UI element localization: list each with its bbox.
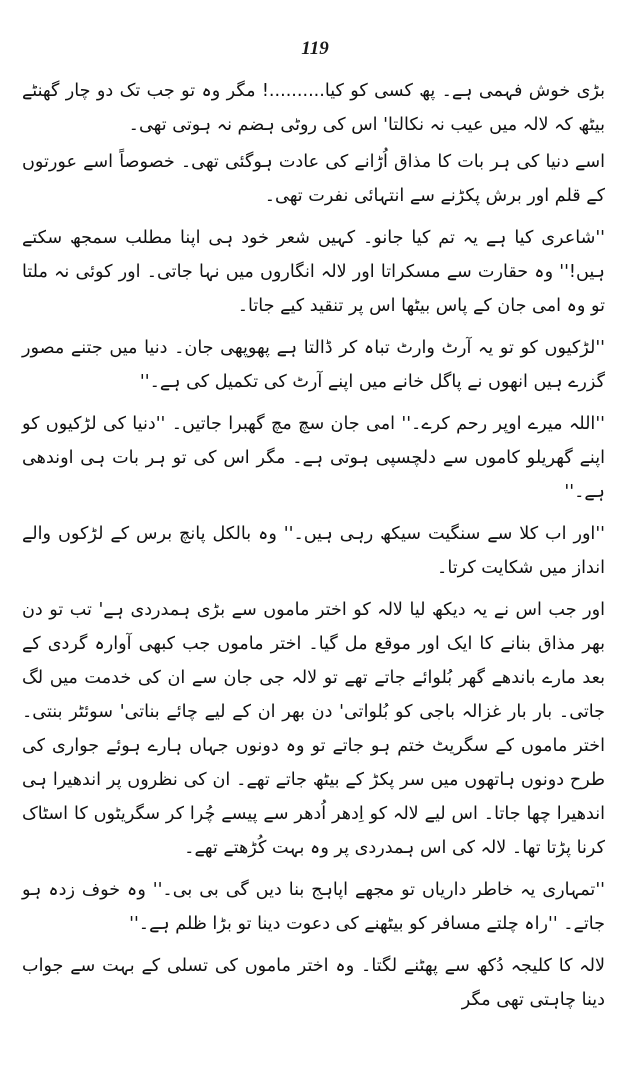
paragraph-1: بڑی خوش فہمی ہے۔ پھ کسی کو کیا..........! مگر وہ تو جب تک دو چار گھنٹے بیٹھ کہ لالہ میں عیب نہ نکالتا' اس کی روٹی ہضم نہ ہوتی تھی۔ bbox=[22, 81, 605, 135]
paragraph-8: ''تمہاری یہ خاطر داریاں تو مجھے اپاہج بنا دیں گی بی بی۔'' وہ خوف زدہ ہو جاتے۔ ''راہ چلتے مسافر کو بیٹھنے کی دعوت دینا تو بڑا ظلم ہے۔'' bbox=[22, 880, 605, 934]
paragraph-3: ''شاعری کیا ہے یہ تم کیا جانو۔ کہیں شعر خود ہی اپنا مطلب سمجھ سکتے ہیں!'' وہ حقارت سے مسکراتا اور لالہ انگاروں میں نہا جاتی۔ اور کوئی نہ ملتا تو وہ امی جان کے پاس بیٹھا اس پر تنقید کیے جاتا۔ bbox=[22, 228, 605, 316]
paragraph-7: اور جب اس نے یہ دیکھ لیا لالہ کو اختر ماموں سے بڑی ہمدردی ہے' تب تو دن بھر مذاق بنانے کا ایک اور موقع مل گیا۔ اختر ماموں جب کبھی آوارہ گردی کے بعد مارے باندھے گھر بُلوائے جاتے تھے تو لالہ جی جان سے ان کی خدمت میں لگ جاتی۔ بار بار غزالہ باجی کو بُلواتی' دن بھر ان کے لیے چائے بناتی' سوئٹر بنتی۔ اختر ماموں کے سگریٹ ختم ہو جاتے تو وہ دونوں جہاں ہارے ہوئے جواری کی طرح دونوں ہاتھوں میں سر پکڑ کے بیٹھ جاتے تھے۔ ان کی نظروں پر اندھیرا ہی اندھیرا چھا جاتا۔ اس لیے لالہ کو اِدھر اُدھر سے پیسے چُرا کر سگریٹوں کا اسٹاک کرنا پڑتا تھا۔ لالہ کی اس ہمدردی پر وہ بہت کُڑھتے تھے۔ bbox=[22, 600, 605, 858]
paragraph-4: ''لڑکیوں کو تو یہ آرٹ وارٹ تباہ کر ڈالتا ہے پھوپھی جان۔ دنیا میں جتنے مصور گزرے ہیں انھوں نے پاگل خانے میں اپنے آرٹ کی تکمیل کی ہے۔'' bbox=[22, 338, 605, 392]
paragraph-9: لالہ کا کلیجہ دُکھ سے پھٹنے لگتا۔ وہ اختر ماموں کی تسلی کے بہت سے جواب دینا چاہتی تھی مگر bbox=[22, 956, 605, 1010]
page-number: 119 bbox=[301, 38, 329, 59]
paragraph-2: اسے دنیا کی ہر بات کا مذاق اُڑانے کی عادت ہوگئی تھی۔ خصوصاً اسے عورتوں کے قلم اور برش پکڑنے سے انتہائی نفرت تھی۔ bbox=[22, 152, 605, 206]
paragraph-6: ''اور اب کلا سے سنگیت سیکھ رہی ہیں۔'' وہ بالکل پانچ برس کے لڑکوں والے انداز میں شکایت کرتا۔ bbox=[22, 524, 605, 578]
paragraph-5: ''اللہ میرے اوپر رحم کرے۔'' امی جان سچ مچ گھبرا جاتیں۔ ''دنیا کی لڑکیوں کو اپنے گھریلو کاموں سے دلچسپی ہوتی ہے۔ مگر اس کی تو ہر بات ہی اوندھی ہے۔'' bbox=[22, 414, 605, 502]
page-text bbox=[22, 74, 605, 1017]
